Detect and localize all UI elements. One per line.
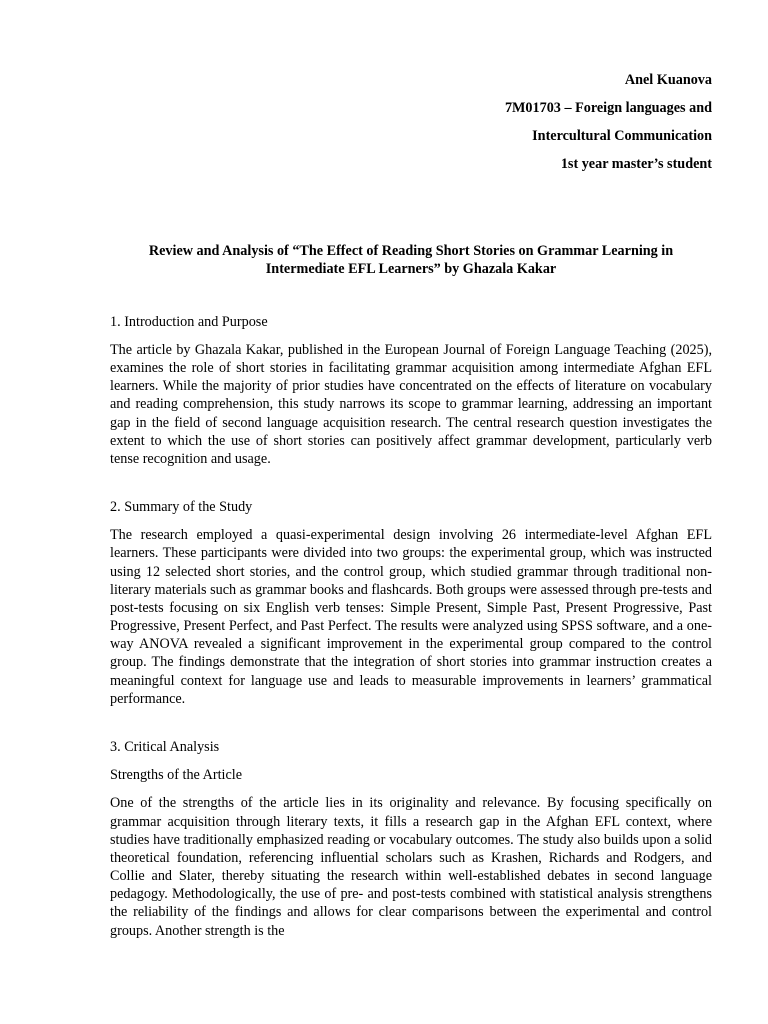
document-title-line2: Intermediate EFL Learners” by Ghazala Kakar (265, 261, 557, 278)
document-title (110, 242, 712, 279)
section-heading-introduction: 1. Introduction and Purpose (110, 313, 268, 330)
author-program-line2: Intercultural Communication (532, 128, 712, 144)
author-status: 1st year master’s student (560, 156, 712, 172)
section-paragraph-summary: The research employed a quasi-experimental design involving 26 intermediate-level Afghan EFL learners. These participants were divided into two groups: the experimental group, which was instructed using 12 selected short stories, and the control group, which studied grammar through traditional non-literary materials such as grammar books and flashcards. Both groups were assessed through pre-tests and post-tests focusing on six English verb tenses: Simple Present, Simple Past, Present Progressive, Past Progressive, Present Perfect, and Past Perfect. The results were analyzed using SPSS software, and a one-way ANOVA revealed a significant improvement in the experimental group compared to the control group. The findings demonstrate that the integration of short stories into grammar instruction creates a meaningful context for language use and leads to measurable improvements in learners’ grammatical performance. (110, 527, 712, 707)
section-heading-summary: 2. Summary of the Study (110, 498, 253, 515)
section-paragraph-introduction: The article by Ghazala Kakar, published in the European Journal of Foreign Language Teaching (2025), examines the role of short stories in facilitating grammar acquisition among intermediate Afghan EFL learners. While the majority of prior studies have concentrated on the effects of literature on vocabulary and reading comprehension, this study narrows its scope to grammar learning, addressing an important gap in the field of second language acquisition research. The central research question investigates the extent to which the use of short stories can positively affect grammar development, particularly verb tense recognition and usage. (110, 341, 712, 467)
document-title-line1: Review and Analysis of “The Effect of Reading Short Stories on Grammar Learning in (148, 243, 674, 259)
author-block (110, 0, 712, 178)
subheading-strengths: Strengths of the Article (110, 767, 242, 784)
author-program-line1: 7M01703 – Foreign languages and (504, 100, 712, 116)
section-paragraph-strengths: One of the strengths of the article lies in its originality and relevance. By focusing specifically on grammar acquisition through literary texts, it fills a research gap in the Afghan EFL context, where studies have traditionally emphasized reading or vocabulary outcomes. The study also builds upon a solid theoretical foundation, referencing influential scholars such as Krashen, Richards and Rodgers, and Collie and Slater, thereby situating the research within well-established debates in second language pedagogy. Methodologically, the use of pre- and post-tests combined with statistical analysis strengthens the reliability of the findings and allows for clear comparisons between the experimental and control groups. Another strength is the (110, 795, 712, 939)
author-name: Anel Kuanova (624, 72, 712, 88)
section-heading-critical-analysis: 3. Critical Analysis (110, 738, 220, 755)
